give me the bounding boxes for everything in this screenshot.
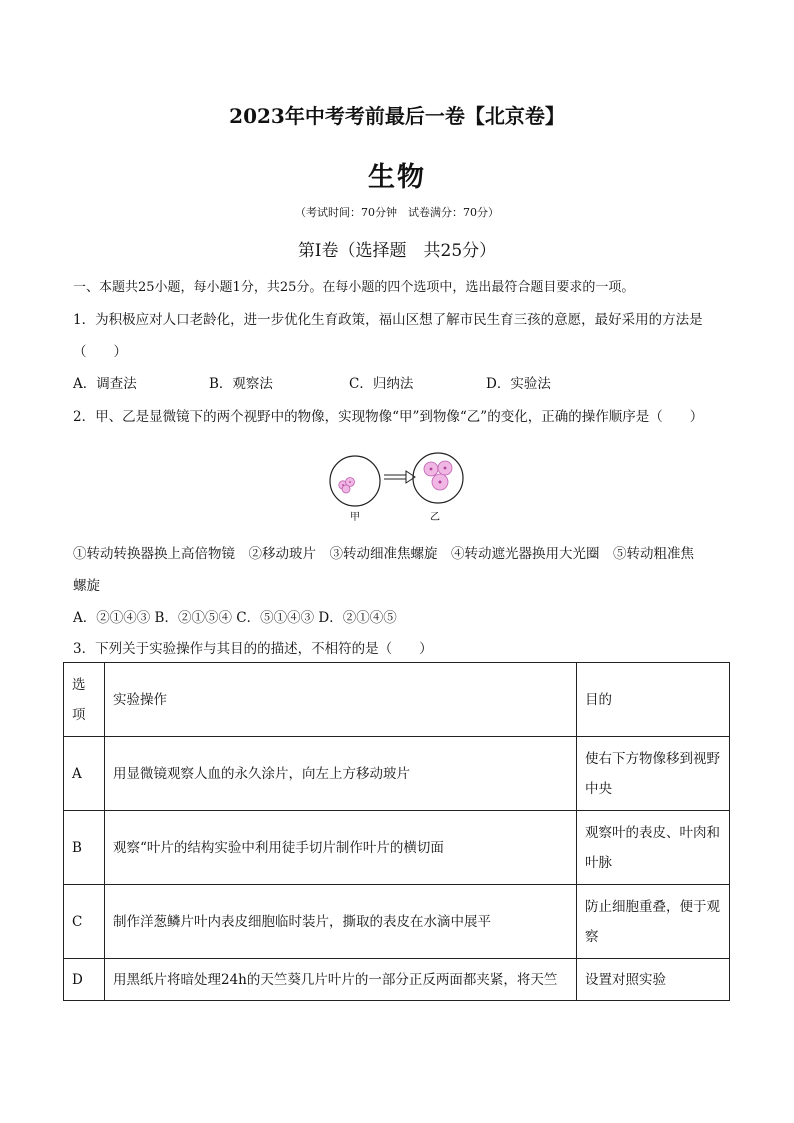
header-cell-purpose: 目的 bbox=[577, 663, 730, 737]
cells-yi bbox=[424, 461, 452, 490]
cell-purpose: 使右下方物像移到视野中央 bbox=[577, 737, 730, 811]
q2-steps-cont: 螺旋 bbox=[73, 578, 100, 594]
q2-steps: ①转动转换器换上高倍物镜 ②移动玻片 ③转动细准焦螺旋 ④转动遮光器换用大光圈 ⑤转动粗准焦 bbox=[73, 546, 694, 562]
table-row bbox=[64, 811, 730, 885]
cell-purpose: 防止细胞重叠，便于观察 bbox=[577, 885, 730, 959]
cell-option: A bbox=[64, 737, 105, 811]
question-1-stem-cont: （ ） bbox=[73, 344, 127, 360]
exam-title: 2023年中考考前最后一卷【北京卷】 bbox=[229, 104, 565, 128]
question-1-stem: 1．为积极应对人口老龄化，进一步优化生育政策，福山区想了解市民生育三孩的意愿，最好采用的方法是 bbox=[73, 312, 703, 328]
table-row bbox=[64, 959, 730, 1001]
header-cell-option: 选项 bbox=[64, 663, 105, 737]
table-row bbox=[64, 737, 730, 811]
question-2-stem: 2．甲、乙是显微镜下的两个视野中的物像，实现物像“甲”到物像“乙”的变化，正确的操作顺序是（ ） bbox=[73, 409, 704, 425]
question-3-stem: 3．下列关于实验操作与其目的的描述，不相符的是（ ） bbox=[73, 641, 433, 657]
cell-purpose: 观察叶的表皮、叶肉和叶脉 bbox=[577, 811, 730, 885]
q1-option-b: B．观察法 bbox=[209, 376, 273, 392]
instructions: 一、本题共25小题，每小题1分，共25分。在每小题的四个选项中，选出最符合题目要求的一项。 bbox=[73, 280, 635, 295]
q3-table bbox=[63, 662, 730, 1001]
cell-option: C bbox=[64, 885, 105, 959]
q1-option-a: A．调查法 bbox=[73, 376, 137, 392]
header-cell-operation: 实验操作 bbox=[105, 663, 577, 737]
table-row bbox=[64, 885, 730, 959]
label-jia: 甲 bbox=[350, 512, 360, 523]
cell-operation: 制作洋葱鳞片叶内表皮细胞临时装片，撕取的表皮在水滴中展平 bbox=[105, 885, 577, 959]
field-jia-circle bbox=[330, 456, 380, 506]
q1-option-c: C．归纳法 bbox=[349, 376, 414, 392]
exam-info: （考试时间：70分钟 试卷满分：70分） bbox=[295, 206, 499, 219]
microscope-field-figure bbox=[320, 446, 470, 526]
cell-option: B bbox=[64, 811, 105, 885]
cell-purpose: 设置对照实验 bbox=[577, 959, 730, 1001]
cells-jia bbox=[339, 478, 355, 494]
cell-option: D bbox=[64, 959, 105, 1001]
q2-options: A．②①④③ B．②①⑤④ C．⑤①④③ D．②①④⑤ bbox=[73, 610, 397, 626]
cell-operation: 用显微镜观察人血的永久涂片，向左上方移动玻片 bbox=[105, 737, 577, 811]
table-header-row bbox=[64, 663, 730, 737]
label-yi: 乙 bbox=[430, 512, 440, 523]
q1-option-d: D．实验法 bbox=[486, 376, 551, 392]
cell-operation: 用黑纸片将暗处理24h的天竺葵几片叶片的一部分正反两面都夹紧，将天竺 bbox=[105, 959, 577, 1001]
subject-heading: 生物 bbox=[368, 162, 426, 193]
cell-operation: 观察“叶片的结构实验中利用徒手切片制作叶片的横切面 bbox=[105, 811, 577, 885]
section-heading: 第Ⅰ卷（选择题 共25分） bbox=[297, 241, 497, 261]
arrow-icon bbox=[384, 471, 415, 483]
